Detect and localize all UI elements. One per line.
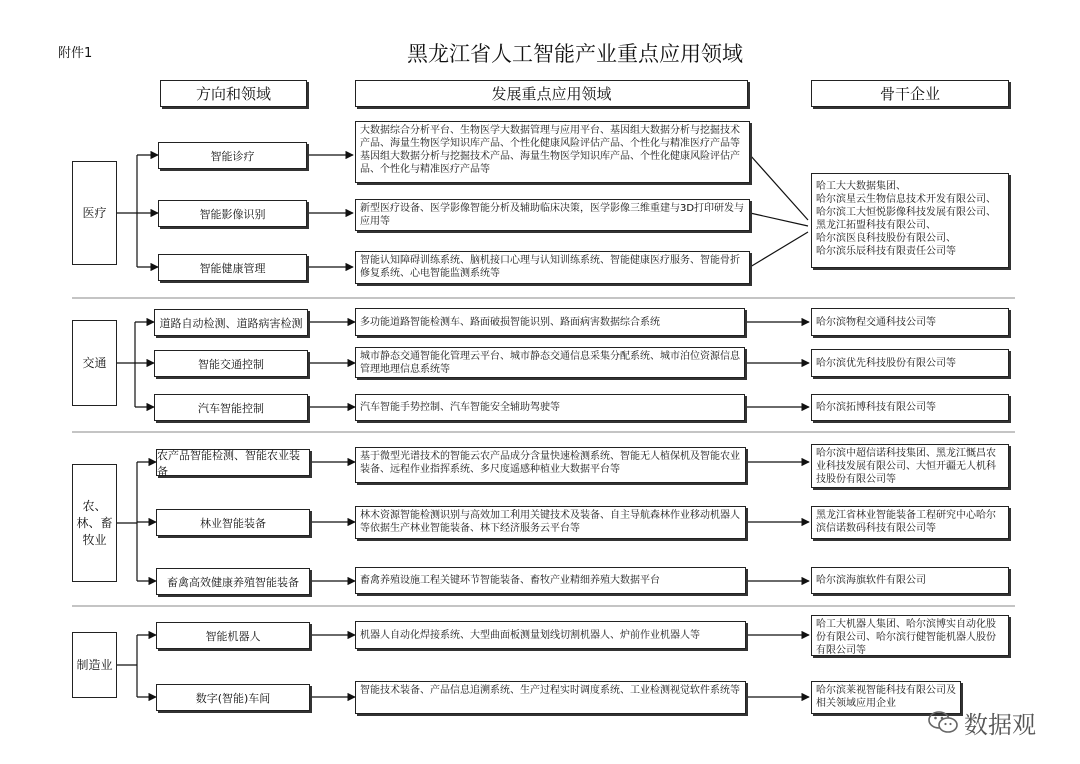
category-manufacturing: 制造业 [72, 632, 117, 698]
category-medical: 医疗 [72, 161, 117, 265]
sub-forestry-equipment: 林业智能装备 [156, 509, 310, 536]
enterprise-road-detection: 哈尔滨物程交通科技公司等 [811, 308, 1009, 336]
sub-vehicle-control: 汽车智能控制 [154, 394, 308, 421]
enterprise-digital-workshop: 哈尔滨莱视智能科技有限公司及相关领域应用企业 [811, 681, 961, 714]
header-focus: 发展重点应用领域 [355, 80, 748, 107]
desc-livestock-equipment: 畜禽养殖设施工程关键环节智能装备、畜牧产业精细养殖大数据平台 [355, 567, 746, 594]
page-title: 黑龙江省人工智能产业重点应用领域 [407, 42, 743, 66]
watermark-text: 数据观 [964, 710, 1036, 739]
enterprise-smart-robot: 哈工大机器人集团、哈尔滨博实自动化股份有限公司、哈尔滨行健智能机器人股份有限公司等 [811, 615, 1009, 656]
enterprise-medical: 哈工大大数据集团、 哈尔滨星云生物信息技术开发有限公司、 哈尔滨工大恒悦影像科技发展有限公司、 黑龙江拓盟科技有限公司、 哈尔滨医良科技股份有限公司、 哈尔滨乐辰科技有限责任公司等 [811, 173, 1009, 268]
category-transport: 交通 [72, 320, 117, 406]
enterprise-agri-detection: 哈尔滨中超信诺科技集团、黑龙江慨昌农业科技发展有限公司、大恒开疆无人机科技股份有限公司等 [811, 444, 1009, 488]
header-enterprises: 骨干企业 [811, 80, 1009, 107]
desc-smart-diagnosis: 大数据综合分析平台、生物医学大数据管理与应用平台、基因组大数据分析与挖掘技术产品、海量生物医学知识库产品、个性化健康风险评估产品、个性化与精准医疗产品等基因组大数据分析与挖掘技术产品、海量生物医学知识库产品、个性化健康风险评估产品、个性化与精准医疗产品等 [355, 121, 750, 183]
watermark [928, 704, 1068, 740]
desc-traffic-control: 城市静态交通智能化管理云平台、城市静态交通信息采集分配系统、城市泊位资源信息管理地理信息系统等 [355, 347, 745, 378]
enterprise-forestry-equipment: 黑龙江省林业智能装备工程研究中心哈尔滨信诺数码科技有限公司等 [811, 506, 1009, 539]
sub-livestock-equipment: 畜禽高效健康养殖智能装备 [156, 568, 310, 595]
sub-image-recognition: 智能影像识别 [158, 200, 307, 227]
sub-smart-diagnosis: 智能诊疗 [158, 142, 307, 169]
wechat-icon [928, 709, 958, 735]
header-direction: 方向和领域 [160, 80, 307, 107]
enterprise-traffic-control: 哈尔滨优先科技股份有限公司等 [811, 349, 1009, 377]
desc-vehicle-control: 汽车智能手势控制、汽车智能安全辅助驾驶等 [355, 394, 745, 421]
category-agriculture: 农、 林、畜 牧业 [72, 464, 117, 582]
sub-agri-detection: 农产品智能检测、智能农业装备 [156, 449, 310, 476]
desc-agri-detection: 基于微型光谱技术的智能云农产品成分含量快速检测系统、智能无人植保机及智能农业装备、远程作业指挥系统、多尺度遥感种植业大数据平台等 [355, 447, 746, 483]
desc-forestry-equipment: 林木资源智能检测识别与高效加工利用关键技术及装备、自主导航森林作业移动机器人等依据生产林业智能装备、林下经济服务云平台等 [355, 506, 746, 539]
desc-digital-workshop: 智能技术装备、产品信息追溯系统、生产过程实时调度系统、工业检测视觉软件系统等 [355, 681, 746, 714]
sub-smart-robot: 智能机器人 [156, 622, 310, 649]
desc-smart-robot: 机器人自动化焊接系统、大型曲面板测量划线切割机器人、炉前作业机器人等 [355, 621, 746, 649]
desc-health-management: 智能认知障碍训练系统、脑机接口心理与认知训练系统、智能健康医疗服务、智能骨折修复系统、心电智能监测系统等 [355, 251, 750, 284]
desc-road-detection: 多功能道路智能检测车、路面破损智能识别、路面病害数据综合系统 [355, 308, 745, 336]
enterprise-livestock-equipment: 哈尔滨海旗软件有限公司 [811, 567, 1009, 594]
sub-road-detection: 道路自动检测、道路病害检测 [154, 309, 308, 336]
enterprise-vehicle-control: 哈尔滨拓博科技有限公司等 [811, 394, 1009, 421]
annex-label: 附件1 [58, 46, 93, 61]
sub-health-management: 智能健康管理 [158, 254, 307, 281]
sub-digital-workshop: 数字(智能)车间 [156, 684, 310, 711]
sub-traffic-control: 智能交通控制 [154, 350, 308, 377]
desc-image-recognition: 新型医疗设备、医学影像智能分析及辅助临床决策，医学影像三维重建与3D打印研发与应用等 [355, 199, 750, 231]
